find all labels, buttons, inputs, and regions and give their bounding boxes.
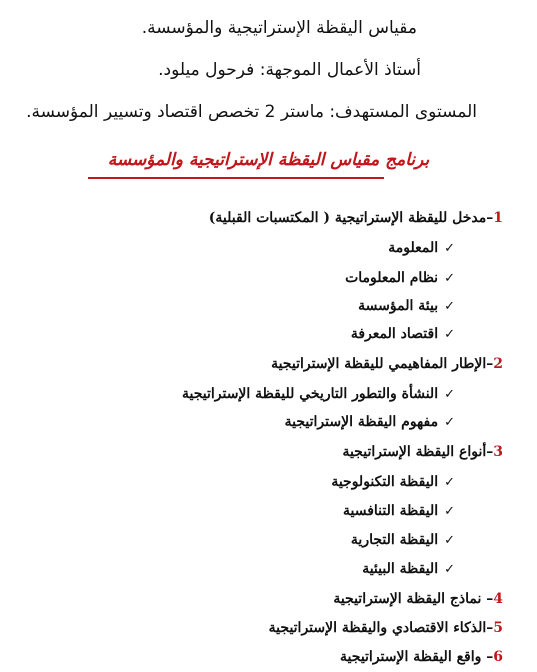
check-icon: ✓ [444,387,455,402]
program-title-underline [88,177,384,179]
section-number: 5 [493,620,503,636]
teacher-line: أستاذ الأعمال الموجهة: فرحول ميلود. [158,60,421,80]
list-item: ✓اليقظة التنافسية [342,503,455,519]
section-5-heading [269,620,503,636]
list-item: ✓اليقظة التجارية [350,532,455,548]
section-number: 6 [493,649,503,665]
section-6-heading [340,649,503,665]
section-number: 1 [493,210,503,226]
section-label: – نماذج اليقظة الإستراتيجية [333,591,494,607]
list-item: ✓النشأة والتطور التاريخي لليقظة الإستراتيجية [181,386,455,402]
check-icon: ✓ [444,475,455,490]
check-icon: ✓ [444,504,455,519]
list-item: ✓مفهوم اليقظة الإستراتيجية [284,414,455,430]
check-icon: ✓ [444,327,455,342]
program-title: برنامج مقياس اليقظة الإستراتيجية والمؤسسة [107,150,430,170]
section-number: 3 [493,444,503,460]
check-icon: ✓ [444,562,455,577]
list-item: ✓بيئة المؤسسة [358,298,455,314]
target-level-line: المستوى المستهدف: ماستر 2 تخصص اقتصاد وتسيير المؤسسة. [26,102,477,122]
section-4-heading [333,591,503,607]
check-icon: ✓ [444,271,455,286]
section-label: –مدخل لليقظة الإستراتيجية ( المكتسبات القبلية) [208,210,494,226]
check-icon: ✓ [444,415,455,430]
list-item: ✓نظام المعلومات [345,270,455,286]
list-item: ✓اقتصاد المعرفة [350,326,455,342]
section-label: –أنواع اليقظة الإستراتيجية [342,444,494,460]
check-icon: ✓ [444,241,455,256]
section-label: – واقع اليقظة الإستراتيجية [340,649,494,665]
section-2-heading [271,356,503,372]
check-icon: ✓ [444,299,455,314]
course-title: مقياس اليقظة الإستراتيجية والمؤسسة. [141,18,417,38]
list-item: ✓اليقظة البيئية [362,561,455,577]
list-item: ✓المعلومة [388,240,455,256]
section-1-heading [209,210,503,226]
section-label: –الإطار المفاهيمي لليقظة الإستراتيجية [271,356,494,372]
section-3-heading [342,444,503,460]
section-number: 2 [493,356,503,372]
check-icon: ✓ [444,533,455,548]
section-label: –الذكاء الاقتصادي واليقظة الإستراتيجية [268,620,494,636]
list-item: ✓اليقظة التكنولوجية [331,474,455,490]
section-number: 4 [493,591,503,607]
